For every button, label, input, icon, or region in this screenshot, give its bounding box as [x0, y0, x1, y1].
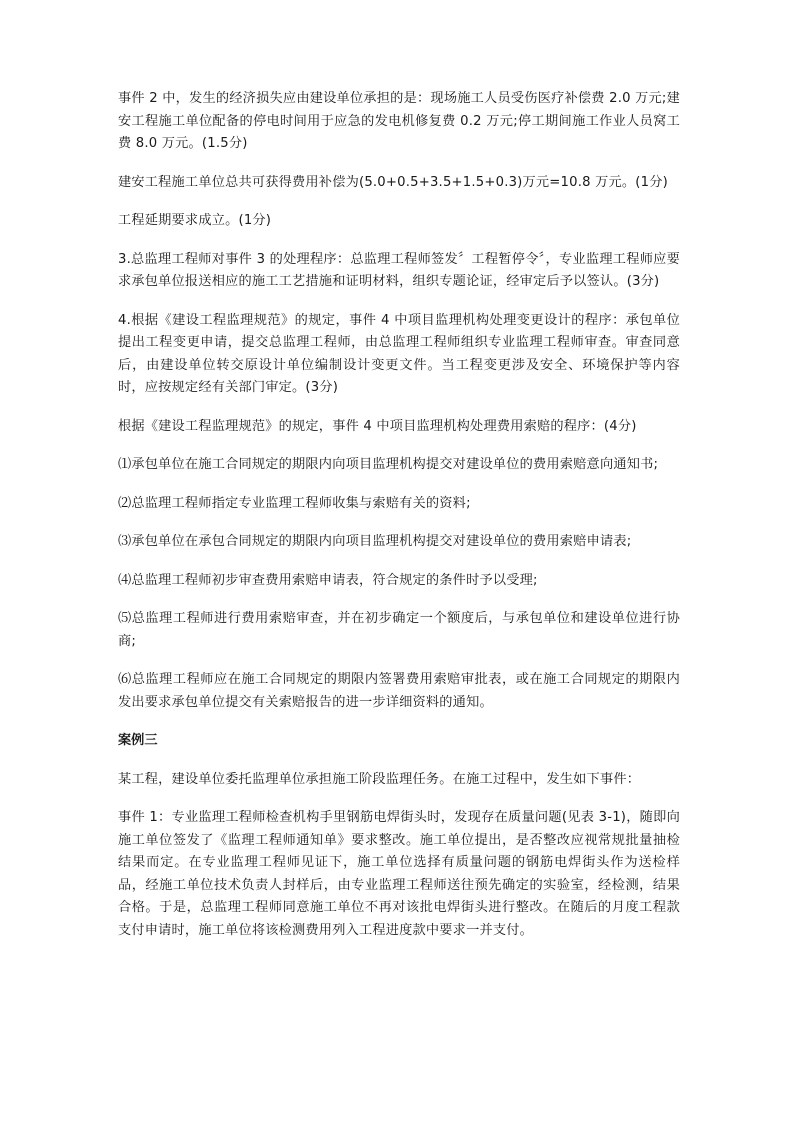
list-item-claim-step-5: ⑸总监理工程师进行费用索赔审查，并在初步确定一个额度后，与承包单位和建设单位进行协商; [118, 611, 680, 649]
paragraph-event2-losses: 事件 2 中，发生的经济损失应由建设单位承担的是：现场施工人员受伤医疗补偿费 2.0 万元;建安工程施工单位配备的停电时间用于应急的发电机修复费 0.2 万元;停工期间施工作业人员窝工费 8.0 万元。(1.5分) [118, 91, 680, 151]
section-heading: 案例三 [118, 733, 158, 748]
list-item-claim-step-4: ⑷总监理工程师初步审查费用索赔申请表，符合规定的条件时予以受理; [118, 572, 538, 588]
list-item-claim-step-1: ⑴承包单位在施工合同规定的期限内向项目监理机构提交对建设单位的费用索赔意向通知书; [118, 457, 659, 472]
paragraph-case-intro: 某工程，建设单位委托监理单位承担施工阶段监理任务。在施工过程中，发生如下事件： [118, 771, 641, 787]
paragraph-event1: 事件 1：专业监理工程师检查机构手里钢筋电焊街头时，发现存在质量问题(见表 3-1)，随即向施工单位签发了《监理工程师通知单》要求整改。施工单位提出，是否整改应视常规批量抽检结果而定。在专业监理工程师见证下，施工单位选择有质量问题的钢筋电焊街头作为送检样品，经施工单位技术负责人封样后，由专业监理工程师送往预先确定的实验室，经检测，结果合格。于是，总监理工程师同意施工单位不再对该批电焊街头进行整改。在随后的月度工程款支付申请时，施工单位将该检测费用列入工程进度款中要求一并支付。 [118, 810, 680, 938]
document-page [118, 88, 680, 958]
paragraph-total-compensation: 建安工程施工单位总共可获得费用补偿为(5.0+0.5+3.5+1.5+0.3)万元=10.8 万元。(1分) [118, 174, 668, 190]
list-item-claim-step-6: ⑹总监理工程师应在施工合同规定的期限内签署费用索赔审批表，或在施工合同规定的期限内发出要求承包单位提交有关索赔报告的进一步详细资料的通知。 [118, 672, 680, 710]
list-item-claim-step-3: ⑶承包单位在承包合同规定的期限内向项目监理机构提交对建设单位的费用索赔申请表; [118, 534, 632, 549]
list-item-claim-step-2: ⑵总监理工程师指定专业监理工程师收集与索赔有关的资料; [118, 495, 471, 511]
paragraph-event3-procedure: 3.总监理工程师对事件 3 的处理程序：总监理工程师签发〞工程暂停令〞，专业监理工程师应要求承包单位报送相应的施工工艺措施和证明材料，组织专题论证，经审定后予以签认。(3分) [118, 251, 680, 289]
paragraph-design-change-procedure: 4.根据《建设工程监理规范》的规定，事件 4 中项目监理机构处理变更设计的程序：承包单位提出工程变更申请，提交总监理工程师，由总监理工程师组织专业监理工程师审查。审查同意后，由建设单位转交原设计单位编制设计变更文件。当工程变更涉及安全、环境保护等内容时，应按规定经有关部门审定。(3分) [118, 312, 680, 395]
paragraph-claim-procedure-intro: 根据《建设工程监理规范》的规定，事件 4 中项目监理机构处理费用索赔的程序：(4分) [118, 418, 637, 434]
paragraph-extension: 工程延期要求成立。(1分) [118, 213, 272, 228]
